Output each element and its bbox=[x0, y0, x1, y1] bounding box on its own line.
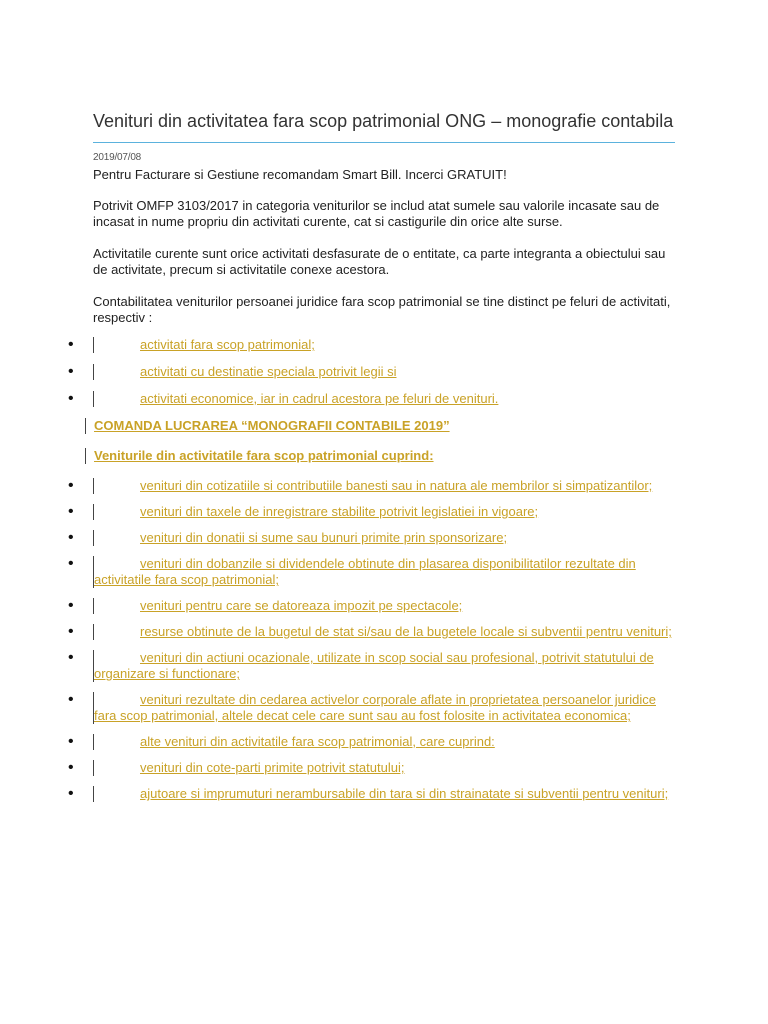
bullet-icon: • bbox=[68, 649, 74, 666]
list-item-link[interactable]: alte venituri din activitatile fara scop patrimonial, care cuprind: bbox=[140, 734, 495, 749]
list-item bbox=[68, 597, 675, 614]
list-item-link[interactable]: activitati cu destinatie speciala potrivit legii si bbox=[140, 364, 397, 379]
list-item bbox=[68, 555, 675, 588]
subheading-row bbox=[85, 448, 675, 464]
publish-date: 2019/07/08 bbox=[93, 152, 142, 163]
activity-list bbox=[68, 336, 675, 407]
list-item-link[interactable]: venituri din cotizatiile si contributiile banesti sau in natura ale membrilor si simpatizantilor; bbox=[140, 478, 653, 493]
list-item bbox=[68, 390, 675, 407]
list-item-link[interactable]: venituri din donatii si sume sau bunuri primite prin sponsorizare; bbox=[140, 530, 508, 545]
bullet-icon: • bbox=[68, 503, 74, 520]
paragraph-3: Contabilitatea veniturilor persoanei juridice fara scop patrimonial se tine distinct pe feluri de activitati, respectiv : bbox=[93, 294, 671, 325]
article bbox=[68, 110, 675, 802]
list-item bbox=[68, 785, 675, 802]
revenue-subheading[interactable]: Veniturile din activitatile fara scop patrimonial cuprind: bbox=[94, 448, 434, 463]
page-title: Venituri din activitatea fara scop patrimonial ONG – monografie contabila bbox=[93, 111, 674, 131]
list-item-link[interactable]: resurse obtinute de la bugetul de stat si/sau de la bugetele locale si subventii pentru venituri; bbox=[140, 624, 672, 639]
bullet-icon: • bbox=[68, 336, 74, 353]
list-item-link[interactable]: venituri din dobanzile si dividendele obtinute din plasarea disponibilitatilor rezultate din activitatile fara scop patrimonial; bbox=[94, 556, 636, 587]
list-item-link[interactable]: activitati fara scop patrimonial; bbox=[140, 337, 315, 352]
list-item bbox=[68, 623, 675, 640]
bullet-icon: • bbox=[68, 555, 74, 572]
list-item bbox=[68, 477, 675, 494]
bullet-icon: • bbox=[68, 363, 74, 380]
list-item bbox=[68, 649, 675, 682]
bullet-icon: • bbox=[68, 529, 74, 546]
paragraph-2: Activitatile curente sunt orice activitati desfasurate de o entitate, ca parte integranta a obiectului sau de activitate, precum si activitatile conexe acestora. bbox=[93, 246, 666, 277]
bullet-icon: • bbox=[68, 390, 74, 407]
bullet-icon: • bbox=[68, 733, 74, 750]
list-item bbox=[68, 529, 675, 546]
list-item bbox=[68, 503, 675, 520]
bullet-icon: • bbox=[68, 597, 74, 614]
list-item-link[interactable]: venituri rezultate din cedarea activelor corporale aflate in proprietatea persoanelor juridice fara scop patrimonial, altele decat cele care sunt sau au fost folosite in activitatea economica; bbox=[94, 692, 656, 723]
list-item bbox=[68, 691, 675, 724]
list-item bbox=[68, 759, 675, 776]
list-item-link[interactable]: activitati economice, iar in cadrul acestora pe feluri de venituri. bbox=[140, 391, 499, 406]
bullet-icon: • bbox=[68, 785, 74, 802]
list-item-link[interactable]: venituri din cote-parti primite potrivit statutului; bbox=[140, 760, 405, 775]
order-link[interactable]: COMANDA LUCRAREA “MONOGRAFII CONTABILE 2019” bbox=[94, 418, 450, 433]
revenue-list bbox=[68, 477, 675, 802]
bullet-icon: • bbox=[68, 477, 74, 494]
bullet-icon: • bbox=[68, 691, 74, 708]
promo-text: Pentru Facturare si Gestiune recomandam Smart Bill. Incerci GRATUIT! bbox=[93, 167, 507, 182]
list-item bbox=[68, 363, 675, 380]
title-divider bbox=[93, 142, 675, 143]
bullet-icon: • bbox=[68, 759, 74, 776]
order-link-row bbox=[85, 418, 675, 434]
list-item-link[interactable]: venituri pentru care se datoreaza impozit pe spectacole; bbox=[140, 598, 463, 613]
list-item bbox=[68, 336, 675, 353]
bullet-icon: • bbox=[68, 623, 74, 640]
list-item-link[interactable]: venituri din taxele de inregistrare stabilite potrivit legislatiei in vigoare; bbox=[140, 504, 539, 519]
list-item-link[interactable]: venituri din actiuni ocazionale, utilizate in scop social sau profesional, potrivit statutului de organizare si functionare; bbox=[94, 650, 654, 681]
paragraph-1: Potrivit OMFP 3103/2017 in categoria veniturilor se includ atat sumele sau valorile incasate sau de incasat in nume propriu din activitati curente, cat si castigurile din orice alte surse. bbox=[93, 198, 660, 229]
list-item bbox=[68, 733, 675, 750]
list-item-link[interactable]: ajutoare si imprumuturi nerambursabile din tara si din strainatate si subventii pentru venituri; bbox=[140, 786, 669, 801]
